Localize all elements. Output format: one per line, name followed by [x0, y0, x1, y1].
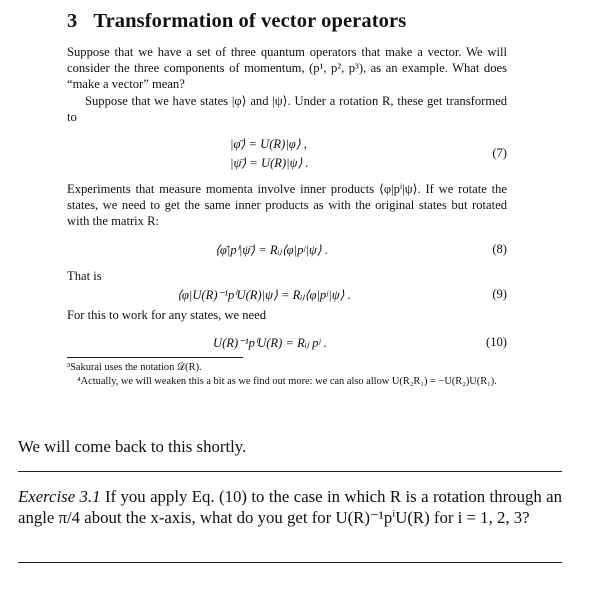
paragraph-for-any-states: For this to work for any states, we need [67, 308, 267, 322]
exercise-title: Exercise 3.1 [18, 487, 101, 506]
equation-9-number: (9) [492, 287, 507, 301]
equation-8-body: ⟨φ̄|pⁱ|ψ̄⟩ = Rᵢⱼ⟨φ|pʲ|ψ⟩ . [215, 243, 328, 257]
equation-10-body: U(R)⁻¹pⁱU(R) = Rᵢⱼ pʲ . [213, 336, 327, 350]
exercise-block [18, 486, 562, 528]
paragraph-states: Suppose that we have states |φ⟩ and |ψ⟩. Under a rotation R, these get transformed to [67, 94, 507, 124]
equation-9 [67, 287, 507, 305]
equation-8-number: (8) [492, 242, 507, 256]
exercise-bottom-rule [18, 562, 562, 563]
equation-7 [67, 136, 507, 176]
equation-9-body: ⟨φ|U(R)⁻¹pⁱU(R)|ψ⟩ = Rᵢⱼ⟨φ|pʲ|ψ⟩ . [177, 288, 351, 302]
paragraph-inner-products: Experiments that measure momenta involve inner products ⟨φ|pⁱ|ψ⟩. If we rotate the states, we need to get the same inner products as with the original states but rotated with the matrix R: [67, 182, 507, 228]
paragraph-intro: Suppose that we have a set of three quantum operators that make a vector. We will consider the three components of momentum, (p¹, p², p³), as an example. What does “make a vector” mean? [67, 45, 507, 91]
equation-10-number: (10) [486, 335, 507, 349]
closing-sentence: We will come back to this shortly. [18, 437, 247, 456]
paragraph-that-is: That is [67, 269, 102, 283]
section-number: 3 [67, 10, 78, 32]
equation-8 [67, 242, 507, 260]
equation-7-number: (7) [492, 146, 507, 160]
equation-7-line-1: |φ̄⟩ = U(R)|φ⟩ , [230, 137, 307, 151]
exercise-text: If you apply Eq. (10) to the case in which R is a rotation through an angle π/4 about the x-axis, what do you get for U(R)⁻¹pⁱU(R) for i = 1, 2, 3? [18, 487, 562, 527]
footnote-3: ³Sakurai uses the notation 𝒟(R). [67, 362, 202, 373]
equation-10 [67, 335, 507, 353]
footnote-divider [67, 357, 243, 358]
footnote-4: ⁴Actually, we will weaken this a bit as we find out more: we can also allow U(R₂R₁) = −U(R₂)U(R₁). [77, 376, 497, 387]
section-title: Transformation of vector operators [93, 10, 407, 32]
equation-7-line-2: |ψ̄⟩ = U(R)|ψ⟩ . [230, 156, 309, 170]
section-heading [67, 10, 406, 33]
exercise-top-rule [18, 471, 562, 472]
